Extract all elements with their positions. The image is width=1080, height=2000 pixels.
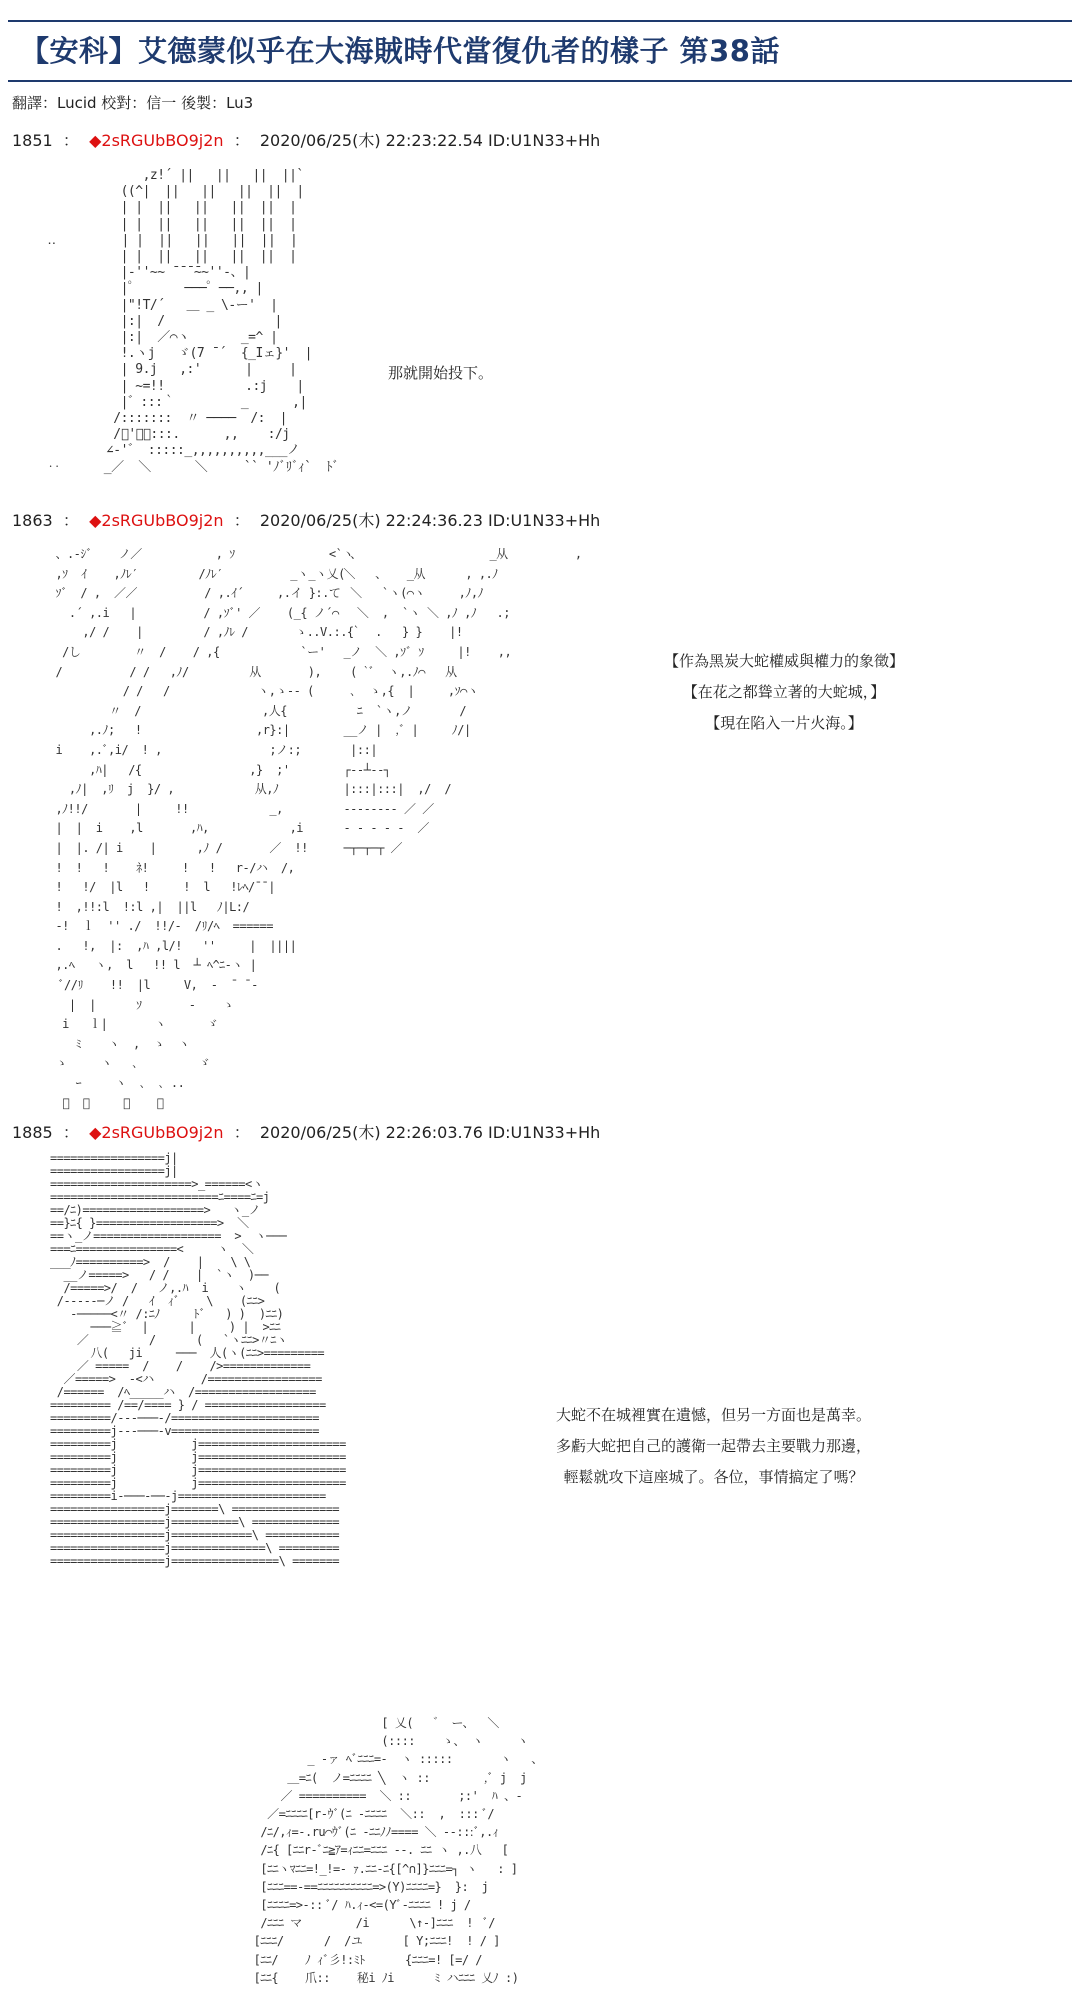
dialogue-line: 大蛇不在城裡實在遺憾，但另一方面也是萬幸。 [556,1406,872,1424]
dialogue-text: 那就開始投下。 [388,364,494,382]
post-number: 1885 [12,1123,53,1142]
dialogue-line: 【現在陷入一片火海。】 [705,714,863,732]
ascii-art-castle-fire-right: 、 _从 , ＼ 、 _从 , ,.ﾉ ＼ `ヽ(⌒ヽ ,ﾉ,ﾉ ＼ , `ヽ ＼ ,ﾉ ,ﾉ .; ｀ . } } |! _ノ ＼ ,ｿﾞ ｿ |! ,, ( `ﾞ ヽ,.ﾉ⌒ 从 ､ ゝ,{ | ,ｿ⌒ヽ ﾆ `ヽ,ノ / __ノ | ,ﾞ | ﾉ/| |::| ┌‐‐┴‐‐┐ |:::|:::| ,/ / ‐‐‐‐‐‐‐‐ ／ ／ ‐ ‐ ‐ ‐ ‐ ／ ─┬─┬─┬ ／ [343,547,582,855]
post-trip[interactable]: ◆2sRGUbBO9j2n [89,131,224,150]
dialogue-text [556,1400,871,1493]
post-number: 1863 [12,511,53,530]
ascii-art-armored-figure: [ 乂( ゛ ー、 ＼ (:::: ゝ、 ヽ ヽ _ ‐ァ ﾍﾞﾆﾆﾆ=‐ ヽ ::::: ヽ 、 ＿=ﾆ( ノ=ﾆﾆﾆﾆ ╲ ヽ :: ,ﾞ j j ／ ========== ＼ :: ;:' ﾊ 、- ／=ﾆﾆﾆﾆ[r‐ｳﾞ(ﾆ ‐ﾆﾆﾆﾆ ＼:: , ::: ﾞ/ /ﾆ/,ｨ=‐.ru⌒ｳﾞ(ﾆ ‐ﾆﾆﾉﾉ==== ＼ ‐‐:::ﾞ,.ｨ /ﾆ{ [ﾆﾆr‐ﾞﾆ≧ｱ=ｨﾆﾆ=ﾆﾆﾆ ‐‐. ﾆﾆ ヽ ,.八 [ [ﾆﾆヽﾏﾆﾆ=!_!=‐ ｧ.ﾆﾆ-ﾆ{[^∩]}ﾆﾆﾆ=┐ ヽ : ] [ﾆﾆﾆ==‐==ﾆﾆﾆﾆﾆﾆﾆﾆﾆﾆ=>(Y)ﾆﾆﾆﾆ=} }: j [ﾆﾆﾆﾆ=>-:: ﾞ/ ﾊ.ｨ-<=(Yﾞ-ﾆﾆﾆﾆ ! j / /ﾆﾆﾆ マ /i \↑-]ﾆﾆﾆ ! ﾞ/ [ﾆﾆﾆ/ / /ユ [ Y;ﾆﾆﾆ! ! / ] [ﾆﾆ/ ﾉ ｨﾞ彡!:ﾐﾄ {ﾆﾆﾆ=! [=/ / [ﾆﾆ{ 爪:: 秘i ﾉi ﾐ ハﾆﾆﾆ 乂ﾉ :) [253,1716,543,1985]
post-separator: ： [62,511,79,530]
ascii-art-samurai: =================j| =================j| =====================>_======<ヽ =========================ﾆ====ﾆ=j ==/ﾆ)==================> ヽ_ノ ==}ﾆ{ }==================> ＼ ==ヽ_ノ=================== > ヽ─── ===ﾆ===============< ヽ ＼ ___ﾉ==========> / | \ \ __ノ=====> / / | `ヽ )── /=====>/ / ノ,.ﾊ i ヽ ( /‐‐‐‐‐─ノ / ｲ ｨﾞ \ (ﾆﾆ> ‐─────<〃 /:ﾆﾉ ﾄﾞ ) ) )ﾆﾆ) ───≧ﾞ | | ) | >ﾆﾆ ／ / ( `ヽﾆﾆ>〃ﾆヽ 八( ji ─── 人(ヽ(ﾆﾆ>========= ／ ===== / / />============= ／=====> -<ハ /================= /====== /ﾍ_____ハ /================== ========= /==/==== } / ================== =========/‐‐‐───‐/====================== =========j‐‐‐───‐v====================== =========j j====================== =========j j====================== =========j j====================== =========j j====================== =========i‐───‐──‐j====================== =================j=======\ ================ =================j==========\ ============= =================j============\ =========== =================j==============\ ========= =================j================\ ======= [50,1151,346,1568]
dialogue-line: 輕鬆就攻下這座城了。各位，事情搞定了嗎？ [563,1468,864,1486]
dialogue-line: 【作為黑炭大蛇權威與權力的象徵】 [664,652,905,670]
post-header [12,1120,600,1143]
post-meta: ： 2020/06/25(木) 22:26:03.76 ID:U1N33+Hh [233,1123,601,1142]
post-number: 1851 [12,131,53,150]
page-title: 【安科】艾德蒙似乎在大海賊時代當復仇者的樣子 第38話 [20,34,780,68]
post-meta: ： 2020/06/25(木) 22:23:22.54 ID:U1N33+Hh [233,131,601,150]
dialogue-line: 【在花之都聳立著的大蛇城，】 [682,683,886,701]
credits-line: 翻譯：Lucid 校對：信一 後製：Lu3 [12,94,254,112]
post-header [12,128,600,151]
post-separator: ： [62,131,79,150]
post-trip[interactable]: ◆2sRGUbBO9j2n [89,511,224,530]
ascii-art-castle-fire-left: 、.-ｼﾞ ノ／ , ｿ <`ヽ ,ｿ ｲ ,ﾉﾚ′ /ﾉﾚ′ _ヽ_ヽ乂( ｿﾞ / , ／／ / ,.ｲ´ ,.イ }:.て .´ ,.i | / ,ｿﾞ' ／ (_{ ノ´⌒ ,/ / | / ,ﾉﾚ / ゝ..V.:.{ /し 〃 / / ,{ `ー' / / / ,ﾉ/ 从 ), / / / ヽ,ゝ-‐ ( 〃 / ,人{ ,.ﾉ; ! ,r}:| i ,.ﾞ,i/ ! , ;ノ:; ,ﾊ| /{ ,} ;' ,ﾉ| ,ﾘ j }/ , 从,ﾉ ,ﾉ!!/ | !! _, | | i ,l ,ﾊ, ,i | |. /| i | ,ﾉ / ／ !! ! ! ! ﾈ! ! ! r‐/ハ /, ! !/ |l ! ! l !ﾚﾍ/¯¯| ! ,!!:l !:l ,| ||l ﾉ|L:/ -! ｌ '' ./ !!/- /ﾘ/ﾍ ====== . !, |: ,ﾊ ,l/! '' | |||| ,.ﾍ ヽ, l !! l ┴ ﾍ^ﾆ‐ヽ | ﾞ//ﾘ !! |l V, - ¯ ¯‐ | | ｿ - ゝ i ｌ| ヽ ゞ ﾐ ヽ , ゝ ヽ ゝ ヽ ､ ゞ ｰ ヽ ､ ､ .. ﾞ ､ ､ ､ [55,547,354,1110]
post-trip[interactable]: ◆2sRGUbBO9j2n [89,1123,224,1142]
post-meta: ： 2020/06/25(木) 22:24:36.23 ID:U1N33+Hh [233,511,601,530]
ascii-art-cook: ,z!´ || || || ||` ((^| || || || || | | | || || || || | | | || || || || | ‥ | | || || || || | | | || || || || | |‐''~~ ̄ ̄ ̄ ̄~~''‐、| |゜ ───゜──,, | |"!T/´ ＿ _ \‐ー' | |:| / | |:| ／⌒ヽ _=^ | !.ヽj ゞ(7 ̄ ´ {_Iェ}' | | 9.j ,:' | | | ~=!! .:j | |゛:::｀ _ ,| /::::::: 〃 ──── /: | /ﾞ'ｰ､:::. ,, :/j ∠‐'゛ :::::_,,,,,,,,,,___ノ ‥ _／ ＼ ＼ `` 'ﾉﾞﾘﾞｨ` ﾄﾞ [47,168,339,475]
dialogue-text [664,646,904,739]
dialogue-line: 多虧大蛇把自己的護衛一起帶去主要戰力那邊， [556,1437,872,1455]
post-separator: ： [62,1123,79,1142]
title-bar [8,20,1072,82]
post-header [12,508,600,531]
